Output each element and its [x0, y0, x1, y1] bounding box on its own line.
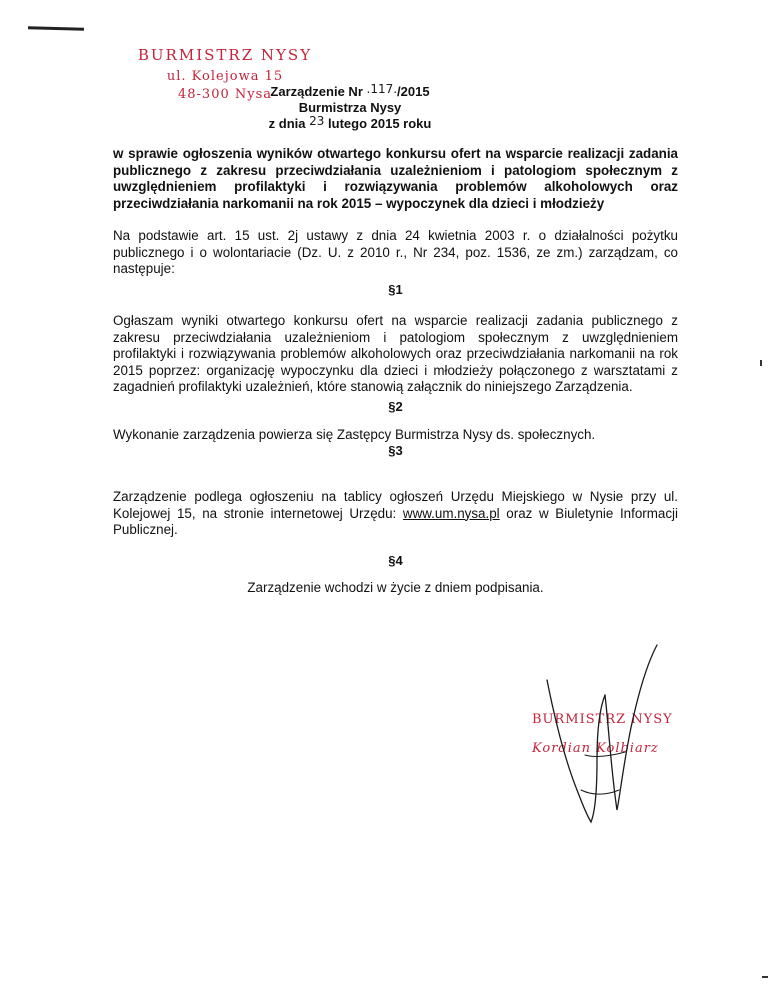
stamp-address-line1: ul. Kolejowa 15 — [166, 69, 284, 84]
handwritten-signature — [525, 640, 665, 830]
section-3-text-after: oraz w Biuletynie Informacji Publicznej. — [113, 505, 679, 537]
stamp-address-line2: 48-300 Nysa — [177, 87, 273, 102]
header-date-prefix: z dnia — [268, 116, 310, 131]
header-ordinance-handwritten-number: .117. — [366, 82, 398, 96]
header-issuer: Burmistrza Nysy — [298, 100, 402, 115]
legal-basis: Na podstawie art. 15 ust. 2j ustawy z dnia 24 kwietnia 2003 r. o działalności pożytku publicznego i o wolontariacie (Dz. U. z 2010 r., Nr 234, poz. 1536, ze zm.) zarządzam, co następuje: — [113, 228, 678, 276]
header-date-handwritten-day: 23 — [309, 114, 325, 128]
stamp-title: BURMISTRZ NYSY — [137, 46, 313, 64]
section-1-text: Ogłaszam wyniki otwartego konkursu ofert na wsparcie realizacji zadania publicznego z zakresu przeciwdziałania uzależnieniom i patologiom społecznym z uwzględnieniem profilaktyki i rozwiązywania problemów alkoholowych oraz przeciwdziałania narkomanii na rok 2015 poprzez: organizację wypoczynku dla dzieci i młodzieży połączonego z warsztatami z zagadnień profilaktyki uzależnień, które stanowią załącznik do niniejszego Zarządzenia. — [113, 313, 678, 394]
header-ordinance-number — [200, 84, 500, 100]
signature-stamp-title: BURMISTRZ NYSY — [532, 712, 673, 727]
corner-mark — [28, 26, 84, 30]
section-3-text-before: Zarządzenie podlega ogłoszeniu na tablicy ogłoszeń Urzędu Miejskiego w Nysie przy ul. Kolejowej 15, na stronie internetowej Urzędu: — [113, 489, 678, 521]
section-2-text: Wykonanie zarządzenia powierza się Zastępcy Burmistrza Nysy ds. społecznych. — [113, 427, 596, 442]
section-3-text — [113, 489, 678, 539]
website-link[interactable]: www.um.nysa.pl — [402, 505, 500, 521]
section-2-heading: §2 — [388, 399, 403, 414]
scan-mark-right — [760, 360, 762, 366]
document-header — [200, 84, 500, 132]
header-date-suffix: lutego 2015 roku — [324, 116, 432, 131]
header-ordinance-prefix: Zarządzenie Nr — [270, 84, 367, 99]
section-3-heading: §3 — [388, 443, 403, 458]
document-subject: w sprawie ogłoszenia wyników otwartego konkursu ofert na wsparcie realizacji zadania publicznego z zakresu przeciwdziałania uzależnieniom i patologiom społecznym z uwzględnieniem profilaktyki i rozwiązywania problemów alkoholowych oraz przeciwdziałania narkomanii na rok 2015 – wypoczynek dla dzieci i młodzieży — [113, 146, 678, 211]
scan-mark-bottom — [762, 976, 768, 978]
section-4-text: Zarządzenie wchodzi w życie z dniem podpisania. — [247, 580, 544, 595]
header-date — [200, 116, 500, 132]
header-ordinance-suffix: /2015 — [397, 84, 430, 99]
section-4-heading: §4 — [388, 553, 403, 568]
section-1-heading: §1 — [388, 282, 403, 297]
signature-stamp-name: Kordian Kolbiarz — [532, 741, 659, 756]
